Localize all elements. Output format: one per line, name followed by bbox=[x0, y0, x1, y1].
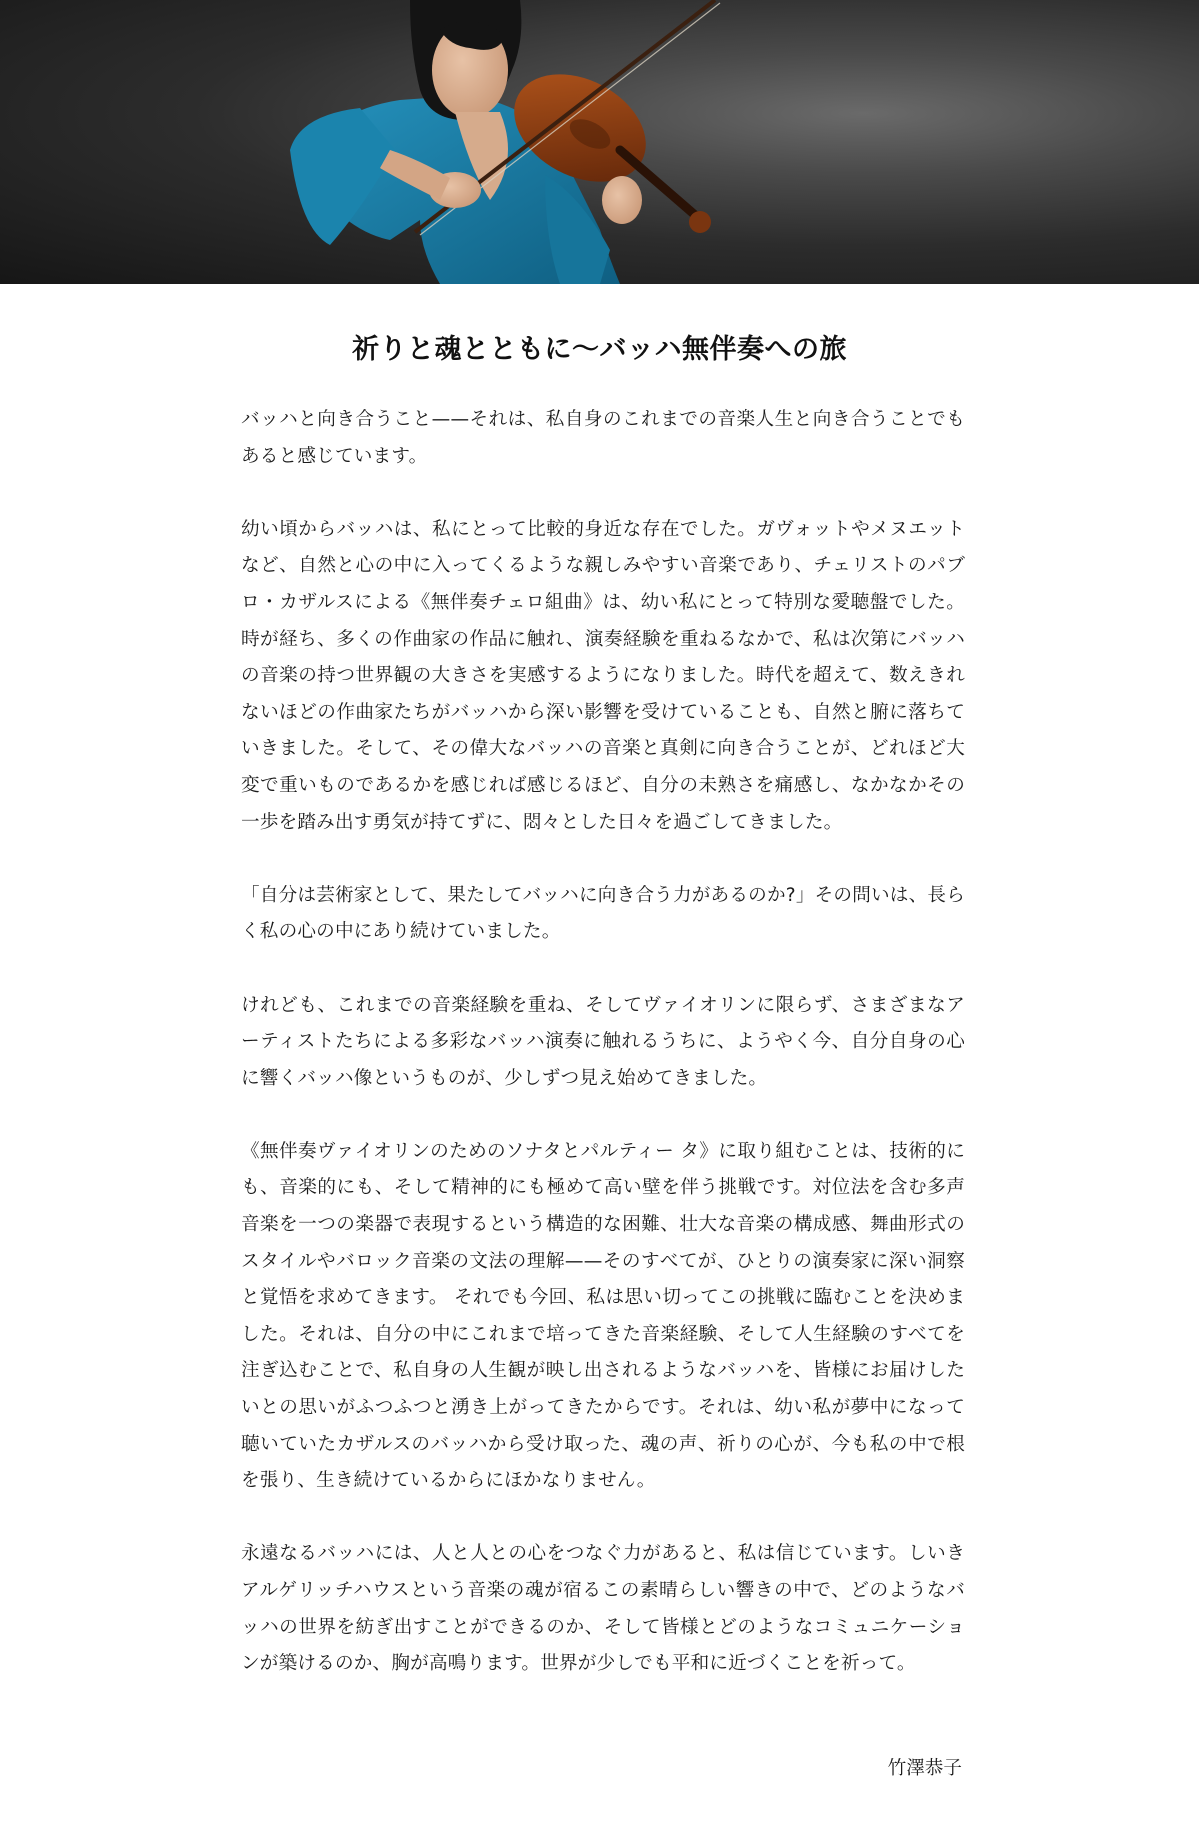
paragraph-5: 《無伴奏ヴァイオリンのためのソナタとパルティー タ》に取り組むことは、技術的にも、音楽的にも、そして精神的にも極めて高い壁を伴う挑戦です。対位法を含む多声音楽を一つの楽器で表現するという構造的な困難、壮大な音楽の構成感、舞曲形式のスタイルやバロック音楽の文法の理解——そのすべてが、ひとりの演奏家に深い洞察と覚悟を求めてきます。 それでも今回、私は思い切ってこの挑戦に臨むことを決めました。それは、自分の中にこれまで培ってきた音楽経験、そして人生経験のすべてを注ぎ込むことで、私自身の人生観が映し出されるようなバッハを、皆様にお届けしたいとの思いがふつふつと湧き上がってきたからです。それは、幼い私が夢中になって聴いていたカザルスのバッハから受け取った、魂の声、祈りの心が、今も私の中で根を張り、生き続けているからにほかなりません。 bbox=[241, 1140, 965, 1492]
article-body bbox=[241, 402, 965, 1719]
paragraph-1: バッハと向き合うこと——それは、私自身のこれまでの音楽人生と向き合うことでもあると感じています。 bbox=[241, 409, 965, 467]
violinist-photo bbox=[0, 0, 1199, 284]
paragraph-3: 「自分は芸術家として、果たしてバッハに向き合う力があるのか?」その問いは、長らく私の心の中にあり続けていました。 bbox=[241, 884, 965, 943]
page-title: 祈りと魂とともに〜バッハ無伴奏への旅 bbox=[352, 334, 847, 365]
author-signature: 竹澤恭子 bbox=[887, 1758, 962, 1779]
header-photo bbox=[0, 0, 1199, 284]
paragraph-4: けれども、これまでの音楽経験を重ね、そしてヴァイオリンに限らず、さまざまなアーティストたちによる多彩なバッハ演奏に触れるうちに、ようやく今、自分自身の心に響くバッハ像というものが、少しずつ見え始めてきました。 bbox=[241, 994, 965, 1089]
paragraph-2: 幼い頃からバッハは、私にとって比較的身近な存在でした。ガヴォットやメヌエットなど、自然と心の中に入ってくるような親しみやすい音楽であり、チェリストのパブロ・カザルスによる《無伴奏チェロ組曲》は、幼い私にとって特別な愛聴盤でした。時が経ち、多くの作曲家の作品に触れ、演奏経験を重ねるなかで、私は次第にバッハの音楽の持つ世界観の大きさを実感するようになりました。時代を超えて、数えきれないほどの作曲家たちがバッハから深い影響を受けていることも、自然と腑に落ちていきました。そして、その偉大なバッハの音楽と真剣に向き合うことが、どれほど大変で重いものであるかを感じれば感じるほど、自分の未熟さを痛感し、なかなかその一歩を踏み出す勇気が持てずに、悶々とした日々を過ごしてきました。 bbox=[241, 518, 965, 833]
paragraph-6: 永遠なるバッハには、人と人との心をつなぐ力があると、私は信じています。しいきアルゲリッチハウスという音楽の魂が宿るこの素晴らしい響きの中で、どのようなバッハの世界を紡ぎ出すことができるのか、そして皆様とどのようなコミュニケーションが築けるのか、胸が高鳴ります。世界が少しでも平和に近づくことを祈って。 bbox=[241, 1543, 965, 1675]
